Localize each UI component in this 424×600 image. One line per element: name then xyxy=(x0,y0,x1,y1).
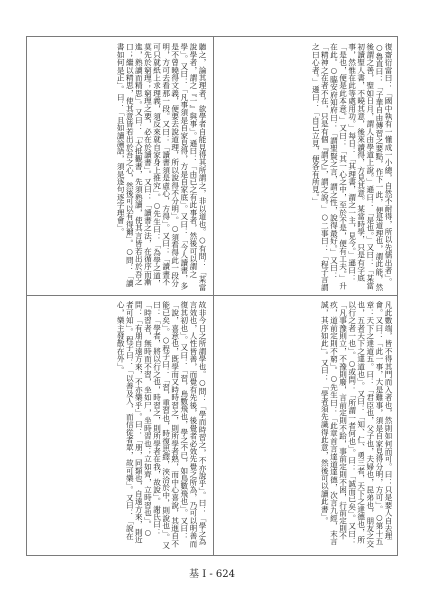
vertical-text-top-right: 復齋衍當曰：「國中執有一懂成一小總，自然不耐得，所以先儒出者」。○魯直曰：「子華自由傳習之要點，作下一此，便是道理也，謂此能，然後謂之善，聖如日月，謂人由學道上說。」遜曰：「是也。」又曰：「某當初讀聖人書，不曉其意，後來讀得，方見其意。某當時學，只是有字底事，然惟在此等處用功。」每日：「其理書，謂之一主，見今。」遜曰：「是也，便是此本意。」又曰：「其一心之中，至於不是，便有工夫。」升在此。○臨安府知府曰：「謂聖賢之言，謂之性，說得最好。」又曰：「精神之在者不在，只是有個『謂之』，謂之說。」○二事曰：「程子言謂之曰心者。」遜曰：「自己立見，便各有所見。」 xyxy=(311,43,393,291)
text-block-bottom-right xyxy=(219,301,393,549)
page-number: 基 I - 624 xyxy=(189,569,235,580)
vertical-text-top-left: 聽之，論其理者，欲學者自能見得其所謂之，非以道也。○有問：「某當說學者，謂之『一』與事」。遜曰：「由已之有此事者，然後可以謂之學」。又曰：「凡事須是自家見得，方是自家底」。又曰：「今人讀書，多是不曾曉得文義，便要去說道理，所以說得不分明」。○須看得此一段分明，方可去看那一段。又曰：「讀書須是虛心，方得」。又曰：「讀書不可只就紙上求理義，須反來就自家身上推究」。○先生曰：「為學之道，莫先於窮理；窮理之要，必在於讀書」。又曰：「讀書之法，在循序而漸進，熟讀而精思」。又曰：「大抵觀書，先須熟讀，使其言皆若出於吾之口；繼以精思，使其意皆若出於吾之心，然後可以有得爾」。○問：「讀書如何是正」。曰：「且如讀論語，須是逐句逐字理會」。 xyxy=(116,43,207,291)
vertical-text-bottom-right: 凡此數端，皆不得其門而入者也，然則如何而可。曰：只是要人自去理會。又曰：「此一事，大是難事，須是自家見得分明，方可」。○第十五章：天下之達道五。曰：「君臣也，父子也，夫婦也，昆弟也，朋友之交也，五者天下之達道也」。又曰：「知、仁、勇三者，天下之達德也，所以行之者一也」。○或問：「所謂一者何也」。曰：「誠而已矣」。又曰：「凡事豫則立，不豫則廢，言前定則不跲，事前定則不困，行前定則不疚，道前定則不窮」。○先生曰：「此章首言達道達德，次言九經，末言誠，其序如此」。又曰：「學者須先識得此意，然後可以讀此書」。 xyxy=(320,301,393,548)
book-page xyxy=(26,36,398,556)
text-block-bottom-left xyxy=(33,301,207,549)
vertical-divider xyxy=(213,37,214,555)
text-block-top-right xyxy=(219,43,393,291)
vertical-text-bottom-left: 故非今日之所謂學也。○問：「學而時習之，不亦說乎」。曰：「學之為言效也，人性皆善，而覺有先後，後覺者必效先覺之所為，乃可以明善而復其初也」。又曰：「習，鳥數飛也，學之不已，如鳥數飛也」。又曰：「說，喜意也，既學而又時時習之，則所學者熟，而中心喜說，其進自不能已矣」。○程子曰：「習，重習也，時復思繹，浹洽於中，則說也」。又曰：「學者，將以行之也，時習之，則所學者在我，故說」。謝氏曰：「時習者，無時而不習，坐如尸，坐時習也；立如齊，立時習也」。○問：「有朋自遠方來，不亦樂乎」。曰：「朋，同類也，自遠方來，則近者可知」。程子曰：「以善及人，而信從者眾，故可樂」。又曰：「說在心，樂主發散在外」。 xyxy=(116,301,207,549)
horizontal-divider xyxy=(27,295,397,296)
text-block-top-left xyxy=(33,43,207,291)
